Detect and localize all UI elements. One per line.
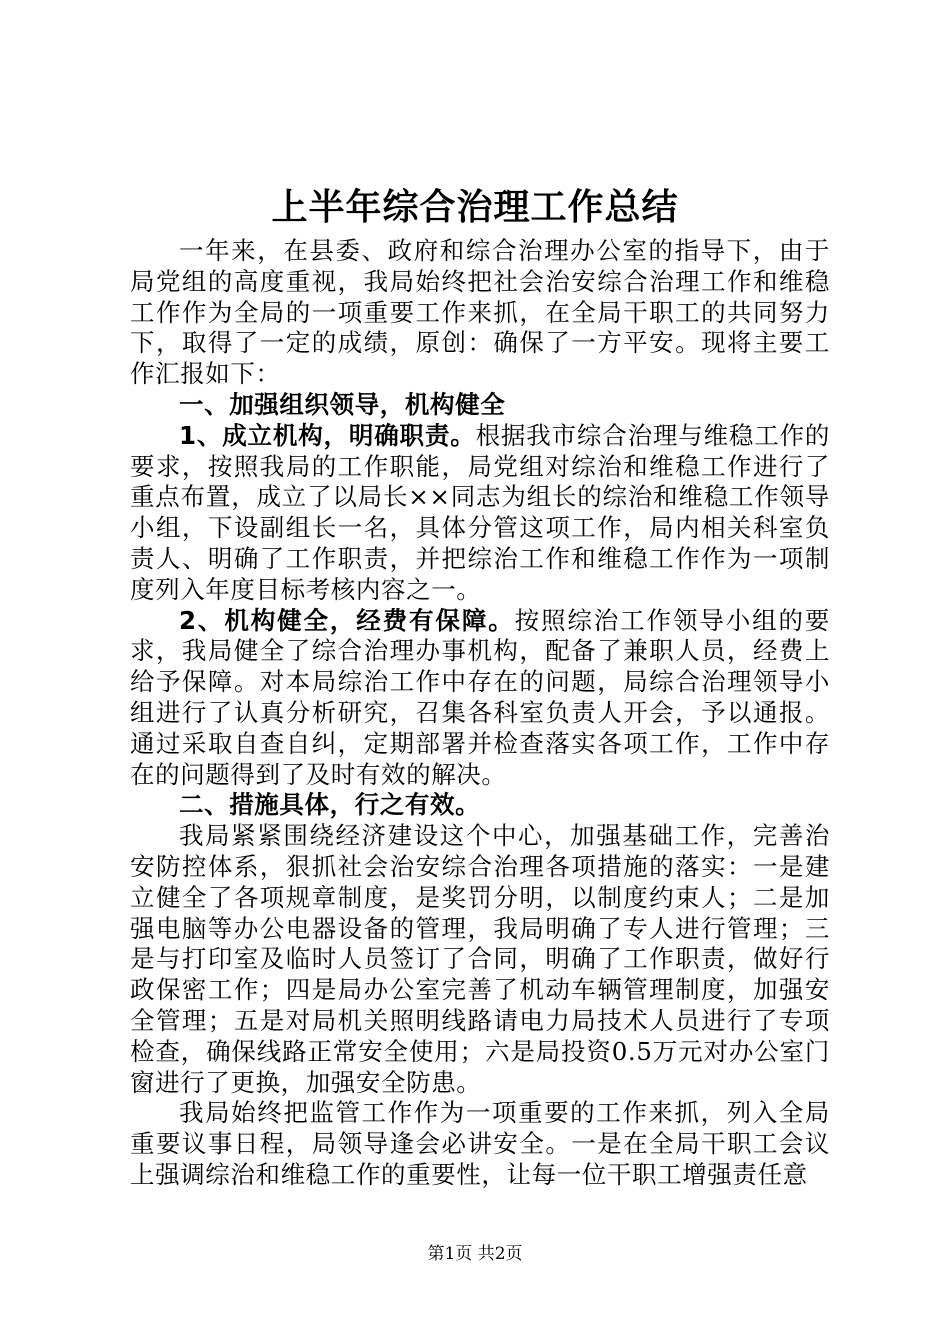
item-paragraph-1 xyxy=(130,421,830,606)
item-paragraph-2 xyxy=(130,606,830,791)
section-heading-2: 二、措施具体，行之有效。 xyxy=(179,790,481,820)
section-heading-1: 一、加强组织领导，机构健全 xyxy=(179,389,506,419)
document-body xyxy=(130,236,830,1191)
supervision-paragraph: 我局始终把监管工作作为一项重要的工作来抓，列入全局重要议事日程，局领导逢会必讲安全。一是在全局干职工会议上强调综治和维稳工作的重要性，让每一位干职工增强责任意 xyxy=(130,1098,830,1189)
item-lead-1: 1、成立机构，明确职责。 xyxy=(179,420,476,450)
item-text-1: 根据我市综合治理与维稳工作的要求，按照我局的工作职能，局党组对综治和维稳工作进行了重点布置，成立了以局长××同志为组长的综治和维稳工作领导小组，下设副组长一名，具体分管这项工作，局内相关科室负责人、明确了工作职责，并把综治工作和维稳工作作为一项制度列入年度目标考核内容之一。 xyxy=(130,420,830,604)
document-title: 上半年综合治理工作总结 xyxy=(271,187,679,228)
page-number-footer: 第1页 共2页 xyxy=(427,1244,523,1264)
item-lead-2: 2、机构健全，经费有保障。 xyxy=(179,605,515,635)
item-text-2: 按照综治工作领导小组的要求，我局健全了综合治理办事机构，配备了兼职人员，经费上给予保障。对本局综治工作中存在的问题，局综合治理领导小组进行了认真分析研究，召集各科室负责人开会，予以通报。通过采取自查自纠，定期部署并检查落实各项工作，工作中存在的问题得到了及时有效的解决。 xyxy=(130,605,830,789)
intro-paragraph: 一年来，在县委、政府和综合治理办公室的指导下，由于局党组的高度重视，我局始终把社会治安综合治理工作和维稳工作作为全局的一项重要工作来抓，在全局干职工的共同努力下，取得了一定的成绩，原创：确保了一方平安。现将主要工作汇报如下： xyxy=(130,236,830,389)
measures-paragraph: 我局紧紧围绕经济建设这个中心，加强基础工作，完善治安防控体系，狠抓社会治安综合治理各项措施的落实：一是建立健全了各项规章制度，是奖罚分明，以制度约束人；二是加强电脑等办公电器设备的管理，我局明确了专人进行管理；三是与打印室及临时人员签订了合同，明确了工作职责，做好行政保密工作；四是局办公室完善了机动车辆管理制度，加强安全管理；五是对局机关照明线路请电力局技术人员进行了专项检查，确保线路正常安全使用；六是局投资0.5万元对办公室门窗进行了更换，加强安全防患。 xyxy=(130,821,830,1097)
